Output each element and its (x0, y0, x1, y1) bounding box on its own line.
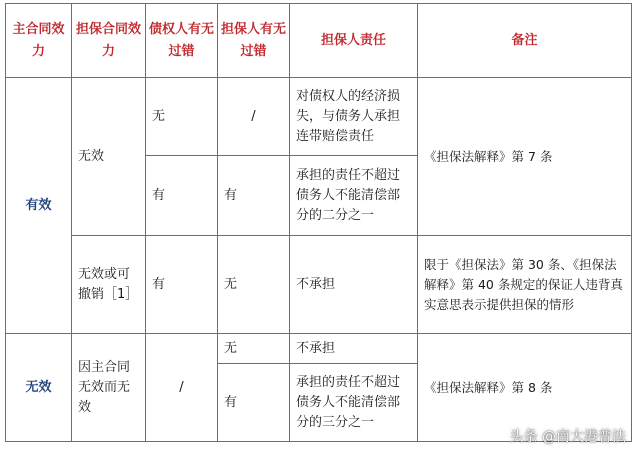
guarantee-liability-table (5, 3, 632, 442)
liability-cell: 对债权人的经济损失，与债务人承担连带赔偿责任 (290, 78, 418, 156)
remarks-cell: 限于《担保法》第 30 条、《担保法解释》第 40 条规定的保证人违背真实意思表示提供担保的情形 (418, 236, 632, 334)
creditor-fault-cell: 有 (146, 236, 218, 334)
liability-cell: 承担的责任不超过债务人不能清偿部分的三分之一 (290, 364, 418, 442)
liability-cell: 不承担 (290, 236, 418, 334)
watermark-text: 头条 @南大港普法 (509, 429, 626, 445)
guarantee-invalid-cell: 无效 (72, 78, 146, 236)
creditor-fault-cell: / (146, 334, 218, 442)
table-row (6, 78, 632, 156)
main-invalid-label: 无效 (6, 334, 72, 442)
guarantor-fault-cell: 无 (218, 334, 290, 364)
remarks-cell: 《担保法解释》第 8 条 (418, 334, 632, 442)
header-creditor-fault: 债权人有无过错 (146, 4, 218, 78)
creditor-fault-cell: 有 (146, 156, 218, 236)
guarantor-fault-cell: 无 (218, 236, 290, 334)
liability-table-frame (5, 3, 632, 442)
header-main-validity: 主合同效力 (6, 4, 72, 78)
remarks-cell: 《担保法解释》第 7 条 (418, 78, 632, 236)
header-remarks: 备注 (418, 4, 632, 78)
guarantor-fault-cell: 有 (218, 364, 290, 442)
header-guarantor-fault: 担保人有无过错 (218, 4, 290, 78)
liability-cell: 不承担 (290, 334, 418, 364)
table-row (6, 236, 632, 334)
creditor-fault-cell: 无 (146, 78, 218, 156)
liability-cell: 承担的责任不超过债务人不能清偿部分的二分之一 (290, 156, 418, 236)
header-row (6, 4, 632, 78)
guarantor-fault-cell: 有 (218, 156, 290, 236)
header-guarantee-validity: 担保合同效力 (72, 4, 146, 78)
table-row (6, 334, 632, 364)
main-valid-label: 有效 (6, 78, 72, 334)
guarantee-derived-invalid-cell: 因主合同无效而无效 (72, 334, 146, 442)
header-guarantor-liability: 担保人责任 (290, 4, 418, 78)
guarantee-voidable-cell: 无效或可撤销［1］ (72, 236, 146, 334)
guarantor-fault-cell: / (218, 78, 290, 156)
